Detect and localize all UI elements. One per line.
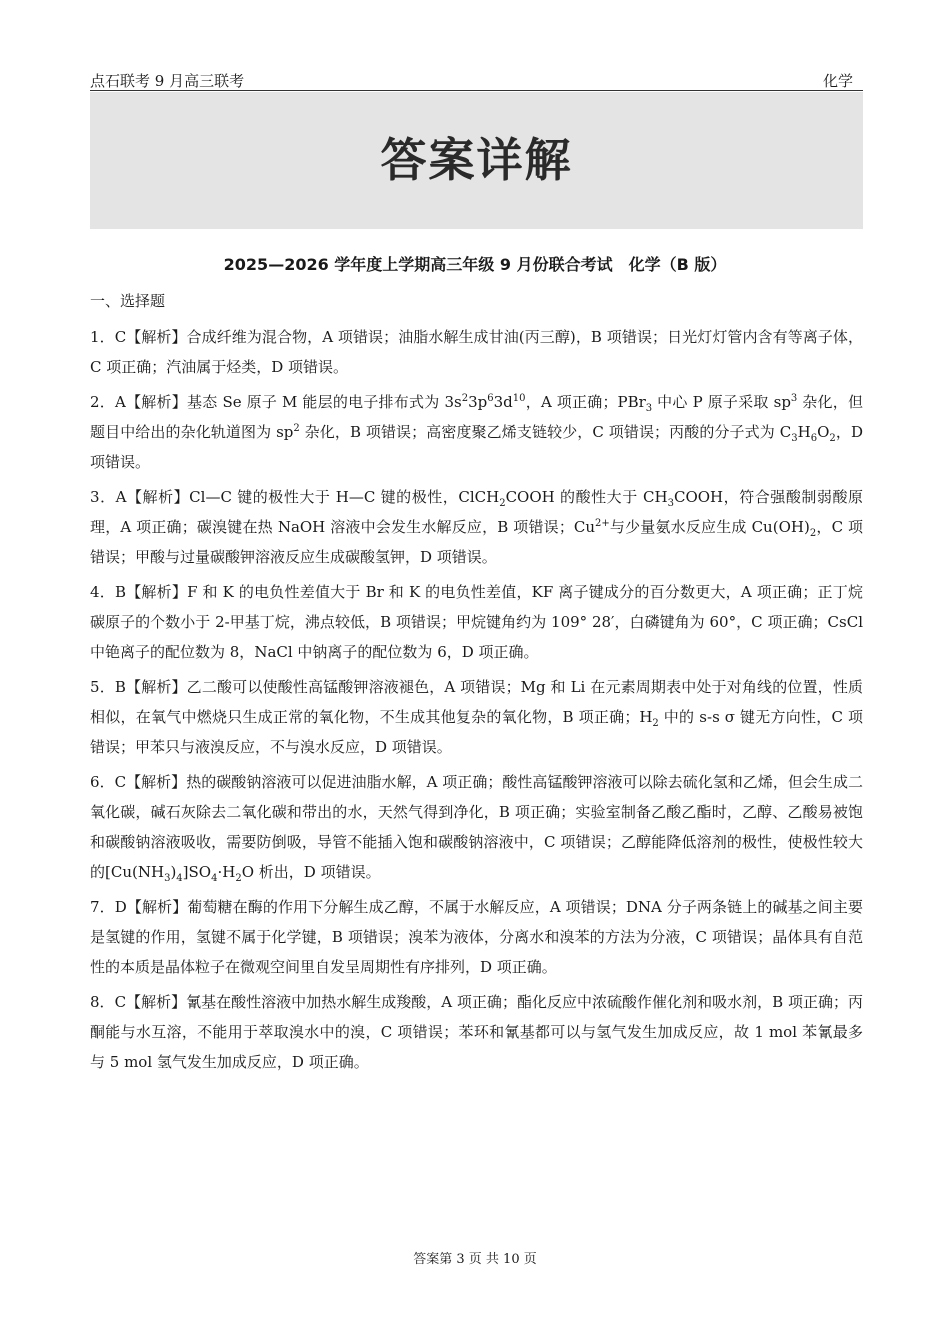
page-footer: 答案第 3 页 共 10 页 — [413, 1252, 537, 1267]
answer-item: 7．D【解析】葡萄糖在酶的作用下分解生成乙醇，不属于水解反应，A 项错误；DNA 分子两条链上的碱基之间主要是氢键的作用，氢键不属于化学键，B 项错误；溴苯为液体，分离水和溴苯的方法为分液，C 项错误；晶体具有自范性的本质是晶体粒子在微观空间里自发呈周期性有序排列，D 项正确。 — [90, 898, 863, 976]
title-banner — [90, 92, 863, 229]
answer-item: 8．C【解析】氰基在酸性溶液中加热水解生成羧酸，A 项正确；酯化反应中浓硫酸作催化剂和吸水剂，B 项正确；丙酮能与水互溶，不能用于萃取溴水中的溴，C 项错误；苯环和氰基都可以与氢气发生加成反应，故 1 mol 苯氰最多与 5 mol 氢气发生加成反应，D 项正确。 — [90, 993, 863, 1071]
page-header — [90, 68, 863, 91]
answer-item: 5．B【解析】乙二酸可以使酸性高锰酸钾溶液褪色，A 项错误；Mg 和 Li 在元素周期表中处于对角线的位置，性质相似，在氧气中燃烧只生成正常的氧化物，不生成其他复杂的氧化物，B 项正确；$H_2$ 中的 s-s σ 键无方向性，C 项错误；甲苯只与液溴反应，不与溴水反应，D 项错误。 — [90, 678, 863, 756]
banner-title: 答案详解 — [380, 133, 573, 187]
answer-item: 4．B【解析】F 和 K 的电负性差值大于 Br 和 K 的电负性差值，KF 离子键成分的百分数更大，A 项正确；正丁烷碳原子的个数小于 2-甲基丁烷，沸点较低，B 项错误；甲烷键角约为 109° 28′，白磷键角为 60°，C 项正确；CsCl 中铯离子的配位数为 8，NaCl 中钠离子的配位数为 6，D 项正确。 — [90, 583, 863, 661]
section-title: 一、选择题 — [90, 292, 166, 310]
exam-subtitle: 2025—2026 学年度上学期高三年级 9 月份联合考试 化学（B 版） — [223, 255, 727, 274]
header-subject: 化学 — [822, 72, 853, 90]
answer-item: 3．A【解析】Cl—C 键的极性大于 H—C 键的极性，ClCH$_2$COOH 的酸性大于 $CH_3COOH$，符合强酸制弱酸原理，A 项正确；碳溴键在热 NaOH 溶液中会发生水解反应，B 项错误；$Cu^{2+}$与少量氨水反应生成 $Cu(OH)_2$，C 项错误；甲酸与过量碳酸钾溶液反应生成碳酸氢钾，D 项错误。 — [90, 488, 864, 566]
header-exam-name: 点石联考 9 月高三联考 — [90, 72, 245, 90]
answer-item: 6．C【解析】热的碳酸钠溶液可以促进油脂水解，A 项正确；酸性高锰酸钾溶液可以除去硫化氢和乙烯，但会生成二氧化碳，碱石灰除去二氧化碳和带出的水，天然气得到净化，B 项正确；实验室制备乙酸乙酯时，乙醇、乙酸易被饱和碳酸钠溶液吸收，需要防倒吸，导管不能插入饱和碳酸钠溶液中，C 项错误；乙醇能降低溶剂的极性，使极性较大的$[Cu(NH_3)_4]SO_4\cdot H_2O$ 析出，D 项错误。 — [90, 773, 863, 884]
answer-item: 1．C【解析】合成纤维为混合物，A 项错误；油脂水解生成甘油(丙三醇)，B 项错误；日光灯灯管内含有等离子体，C 项正确；汽油属于烃类，D 项错误。 — [90, 328, 863, 376]
answer-list — [90, 322, 863, 1082]
answer-item: 2．A【解析】基态 Se 原子 M 能层的电子排布式为 $3s^23p^63d^{10}$，A 项正确；PBr$_3$ 中心 P 原子采取 $sp^3$ 杂化，但题目中给出的杂化轨道图为 $sp^2$ 杂化，B 项错误；高密度聚乙烯支链较少，C 项错误；丙酸的分子式为 $C_3H_6O_2$，D 项错误。 — [90, 393, 863, 471]
